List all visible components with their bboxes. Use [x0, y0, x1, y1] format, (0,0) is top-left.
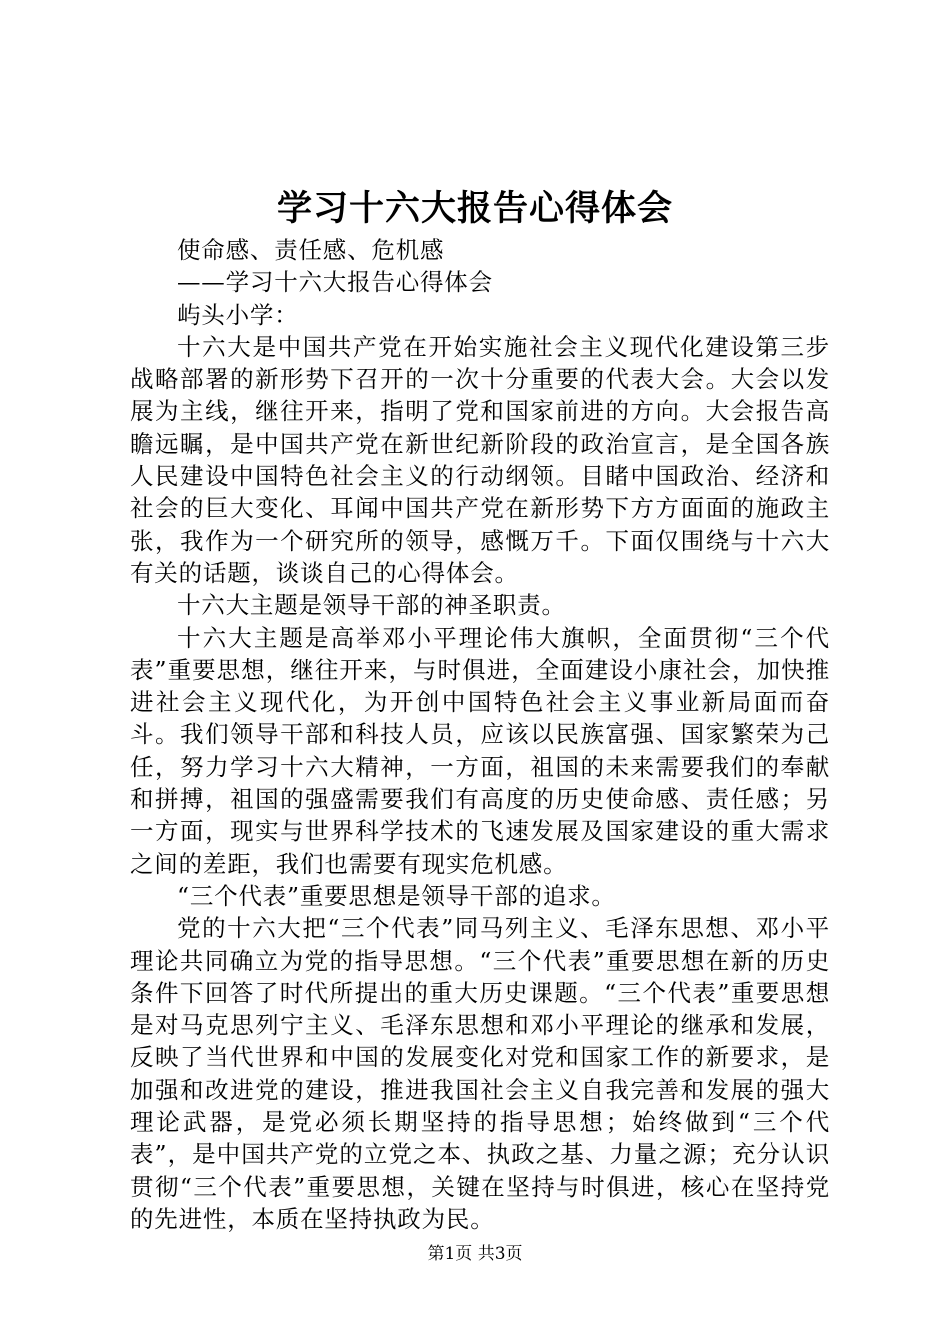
subtitle-line: 使命感、责任感、危机感 [177, 236, 445, 264]
section-heading: 十六大主题是领导干部的神圣职责。 [177, 591, 566, 620]
author-line: 屿头小学： [177, 300, 299, 329]
body-paragraph: 党的十六大把“三个代表”同马列主义、毛泽东思想、邓小平理论共同确立为党的指导思想。“三个代表”重要思想在新的历史条件下回答了时代所提出的重大历史课题。“三个代表”重要思想是对马克思列宁主义、毛泽东思想和邓小平理论的继承和发展，反映了当代世界和中国的发展变化对党和国家工作的新要求，是加强和改进党的建设，推进我国社会主义自我完善和发展的强大理论武器，是党必须长期坚持的指导思想；始终做到“三个代表”，是中国共产党的立党之本、执政之基、力量之源；充分认识贯彻“三个代表”重要思想，关键在坚持与时俱进，核心在坚持党的先进性，本质在坚持执政为民。 [130, 914, 830, 1233]
section-heading: “三个代表”重要思想是领导干部的追求。 [177, 881, 616, 910]
document-body [130, 234, 830, 1235]
body-paragraph: 十六大主题是高举邓小平理论伟大旗帜，全面贯彻“三个代表”重要思想，继往开来，与时俱进，全面建设小康社会，加快推进社会主义现代化，为开创中国特色社会主义事业新局面而奋斗。我们领导干部和科技人员，应该以民族富强、国家繁荣为己任，努力学习十六大精神，一方面，祖国的未来需要我们的奉献和拼搏，祖国的强盛需要我们有高度的历史使命感、责任感；另一方面，现实与世界科学技术的飞速发展及国家建设的重大需求之间的差距，我们也需要有现实危机感。 [130, 623, 830, 878]
page-footer: 第1页 共3页 [427, 1244, 523, 1264]
document-title: 学习十六大报告心得体会 [276, 188, 673, 229]
body-paragraph: 十六大是中国共产党在开始实施社会主义现代化建设第三步战略部署的新形势下召开的一次十分重要的代表大会。大会以发展为主线，继往开来，指明了党和国家前进的方向。大会报告高瞻远瞩，是中国共产党在新世纪新阶段的政治宣言，是全国各族人民建设中国特色社会主义的行动纲领。目睹中国政治、经济和社会的巨大变化、耳闻中国共产党在新形势下方方面面的施政主张，我作为一个研究所的领导，感慨万千。下面仅围绕与十六大有关的话题，谈谈自己的心得体会。 [130, 332, 830, 587]
subtitle-secondary: ——学习十六大报告心得体会 [177, 268, 493, 297]
